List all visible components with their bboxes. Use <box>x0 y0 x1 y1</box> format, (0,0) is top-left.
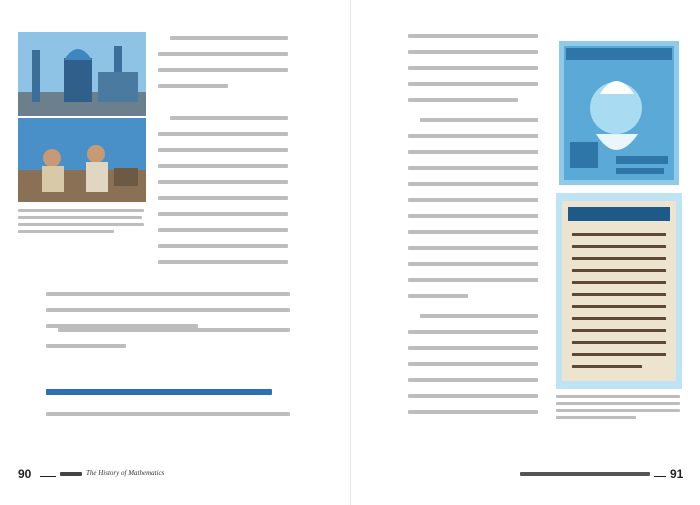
image-caption <box>556 393 682 423</box>
footer-book-title-left <box>60 472 82 476</box>
running-header-left: The History of Mathematics <box>86 469 165 477</box>
right-text-column <box>408 34 540 426</box>
running-header-right <box>520 472 650 476</box>
photo-caption <box>18 207 146 239</box>
photo-students <box>18 118 146 202</box>
section-heading <box>46 389 272 395</box>
page-number-right: 91 <box>670 467 684 481</box>
footer-rule-right <box>654 476 666 477</box>
footer-rule-left <box>40 476 56 477</box>
left-paragraph-3 <box>46 412 292 432</box>
right-page <box>350 0 700 505</box>
left-text-column-narrow <box>158 36 290 280</box>
photo-minarets <box>18 32 146 116</box>
left-paragraph-2 <box>46 328 292 368</box>
page-number-left: 90 <box>18 467 32 481</box>
postage-stamp <box>556 38 682 188</box>
manuscript-image <box>556 193 682 389</box>
